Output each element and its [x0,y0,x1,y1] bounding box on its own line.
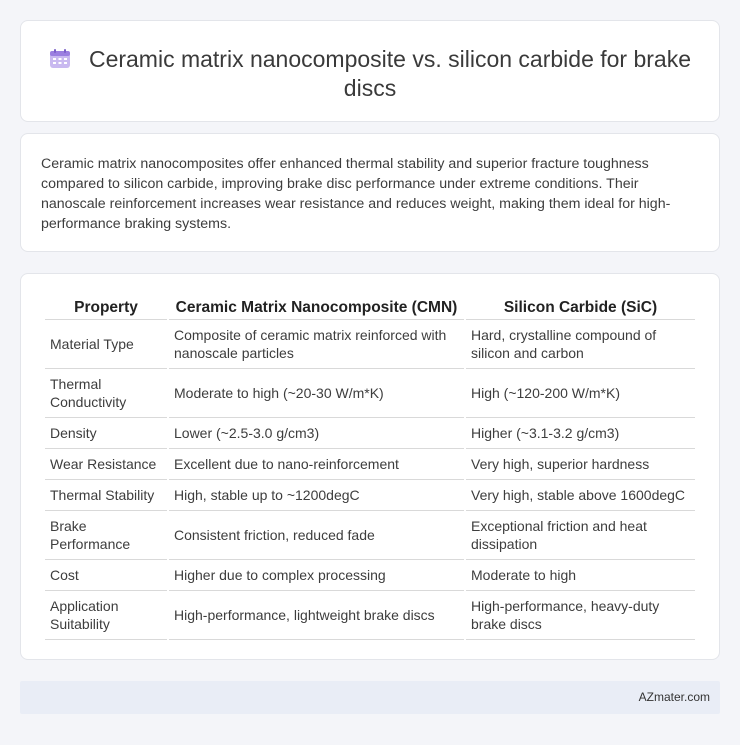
table-row [45,560,695,591]
calendar-icon [49,47,71,67]
summary-text: Ceramic matrix nanocomposites offer enhanced thermal stability and superior fracture toughness compared to silicon carbide, improving brake disc performance under extreme conditions. Their nanoscale reinforcement increases wear resistance and reduces weight, making them ideal for high-performance braking systems. [41,156,671,232]
sic-cell: High-performance, heavy-duty brake discs [466,591,695,640]
cmn-cell: Excellent due to nano-reinforcement [169,449,464,480]
table-row [45,480,695,511]
cmn-cell: High, stable up to ~1200degC [169,480,464,511]
sic-cell: Hard, crystalline compound of silicon and carbon [466,320,695,369]
cmn-cell: High-performance, lightweight brake discs [169,591,464,640]
header-sic: Silicon Carbide (SiC) [466,294,695,320]
sic-cell: Higher (~3.1-3.2 g/cm3) [466,418,695,449]
cmn-cell: Moderate to high (~20-30 W/m*K) [169,369,464,418]
cmn-cell: Consistent friction, reduced fade [169,511,464,560]
table-card [20,273,720,660]
footer-brand[interactable]: AZmater.com [638,690,710,704]
table-row [45,418,695,449]
table-header-row [45,294,695,320]
table-row [45,511,695,560]
title-card [20,20,720,122]
property-cell: Thermal Stability [45,480,167,511]
cmn-cell: Lower (~2.5-3.0 g/cm3) [169,418,464,449]
cmn-cell: Higher due to complex processing [169,560,464,591]
property-cell: Application Suitability [45,591,167,640]
cmn-cell: Composite of ceramic matrix reinforced with nanoscale particles [169,320,464,369]
sic-cell: Very high, stable above 1600degC [466,480,695,511]
sic-cell: High (~120-200 W/m*K) [466,369,695,418]
table-row [45,369,695,418]
table-row [45,320,695,369]
header-cmn: Ceramic Matrix Nanocomposite (CMN) [169,294,464,320]
property-cell: Material Type [45,320,167,369]
sic-cell: Moderate to high [466,560,695,591]
property-cell: Wear Resistance [45,449,167,480]
header-property: Property [45,294,167,320]
property-cell: Thermal Conductivity [45,369,167,418]
property-cell: Cost [45,560,167,591]
sic-cell: Exceptional friction and heat dissipation [466,511,695,560]
footer-bar [20,681,720,714]
property-cell: Brake Performance [45,511,167,560]
table-row [45,591,695,640]
property-cell: Density [45,418,167,449]
comparison-table [43,294,697,640]
page-title-wrap [21,45,719,103]
page-title: Ceramic matrix nanocomposite vs. silicon carbide for brake discs [88,46,692,101]
summary-card [20,133,720,252]
table-row [45,449,695,480]
sic-cell: Very high, superior hardness [466,449,695,480]
